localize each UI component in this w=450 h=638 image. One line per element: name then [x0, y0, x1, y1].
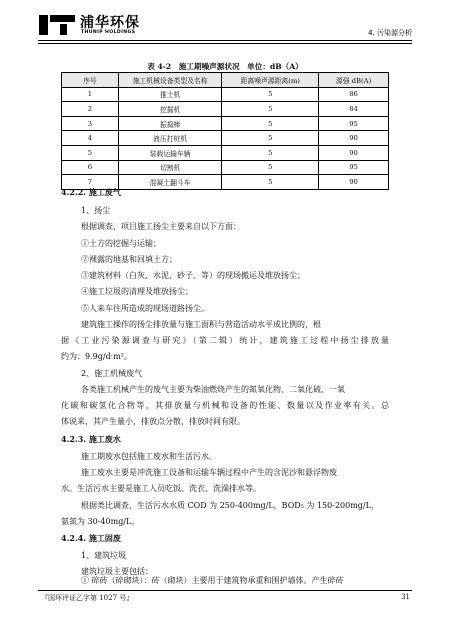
table-cell: 84: [319, 102, 389, 117]
paragraph-line: 根据调查，项目施工扬尘主要来自以下方面：: [81, 222, 241, 231]
table-row: [62, 131, 389, 146]
paragraph-line: 建筑施工操作的扬尘排放量与施工面积与营造活动水平成比例的，根: [81, 320, 321, 329]
table-cell: 混凝土翻斗车: [118, 175, 222, 190]
paragraph-line: 体说来，其产生量小，排放点分散，排放时间有限。: [61, 417, 245, 426]
table-cell: 振捣棒: [118, 116, 222, 131]
table-row: [62, 145, 389, 160]
table-cell: 5: [222, 87, 319, 102]
table-row: [62, 87, 389, 102]
section-heading-4-2-2: 4.2.2. 施工废气: [61, 187, 121, 197]
paragraph-line: ① 碎砖（碎砌块）：砖（砌块）主要用于建筑物承重和围护墙体。产生碎砖: [81, 576, 344, 585]
header-cell: 距离噪声源距离(m): [222, 73, 319, 88]
paragraph-line: 化碳和碳氢化合物等，其排放量与机械和设备的性能、数量以及作业率有关。总: [61, 401, 389, 410]
table-cell: 5: [222, 131, 319, 146]
table-cell: 7: [62, 175, 119, 190]
table-cell: 2: [62, 102, 119, 117]
table-cell: 3: [62, 116, 119, 131]
header-cell: 源强 dB(A): [319, 73, 389, 88]
list-item: ④施工垃圾的清理及堆放扬尘；: [81, 287, 193, 296]
header-cell: 施工机械设备类型及名称: [118, 73, 222, 88]
footer-rule: [38, 590, 412, 591]
list-item: ①土方的挖掘与运输；: [81, 239, 161, 248]
header-rule: [38, 40, 412, 41]
paragraph-line: 约为：9.9g/d·m²。: [61, 352, 132, 361]
table-cell: 液压打桩机: [118, 131, 222, 146]
table-cell: 装载运输车辆: [118, 145, 222, 160]
paragraph-line: 施工期废水包括施工废水和生活污水。: [81, 452, 217, 461]
table-cell: 1: [62, 87, 119, 102]
table-cell: 5: [222, 116, 319, 131]
table-cell: 5: [222, 175, 319, 190]
noise-source-table: [61, 72, 389, 190]
header-cell: 序号: [62, 73, 119, 88]
page-number: 31: [401, 593, 410, 601]
table-cell: 5: [222, 145, 319, 160]
list-item: ②裸露的地基和回填土方；: [81, 255, 177, 264]
table-row: [62, 160, 389, 175]
paragraph-line: 建筑垃圾主要包括：: [81, 567, 153, 576]
paragraph-line: 水。生活污水主要是施工人员吃饭、洗衣、洗澡排水等。: [61, 484, 261, 493]
table-cell: 95: [319, 116, 389, 131]
table-row: [62, 116, 389, 131]
header-section-title: 4. 污染源分析: [368, 29, 412, 37]
list-item: ⑤人来车往所造成的现场道路扬尘。: [81, 304, 209, 313]
table-cell: 切割机: [118, 160, 222, 175]
table-cell: 5: [62, 145, 119, 160]
table-cell: 90: [319, 131, 389, 146]
paragraph-line: 根据类比调查，生活污水水质 COD 为 250-400mg/L，BOD₅ 为 150-200mg/L，: [81, 501, 379, 510]
logo-english-name: THUNIP HOLDINGS: [81, 30, 136, 35]
table-cell: 挖掘机: [118, 102, 222, 117]
list-item: ③建筑材料（白灰、水泥、砂子、等）的现场搬运及堆放扬尘；: [81, 271, 305, 280]
table-cell: 5: [222, 160, 319, 175]
paragraph-line: 据《工业污染源调查与研究》（第二辑）统计，建筑施工过程中扬尘排放量: [61, 336, 389, 345]
table-cell: 90: [319, 175, 389, 190]
table-cell: 6: [62, 160, 119, 175]
footer-certificate: 『国环评证乙字第 1027 号』: [41, 594, 134, 602]
subheading-construction-waste: 1、建筑垃圾: [81, 551, 127, 560]
logo-chinese-name: 浦华环保: [80, 15, 140, 31]
section-heading-4-2-3: 4.2.3. 施工废水: [61, 434, 121, 444]
paragraph-line: 各类施工机械产生的废气主要为柴油燃烧产生的氮氧化物、二氧化硫、一氧: [81, 385, 345, 394]
table-cell: 推土机: [118, 87, 222, 102]
thunip-logo-icon: [38, 14, 76, 36]
table-cell: 86: [319, 87, 389, 102]
table-row: [62, 102, 389, 117]
table-cell: 90: [319, 145, 389, 160]
paragraph-line: 施工废水主要是冲洗施工设备和运输车辆过程中产生的含泥沙和悬浮物废: [81, 468, 337, 477]
table-cell: 4: [62, 131, 119, 146]
table-header-row: [62, 73, 389, 88]
header-rule-thin: [38, 43, 412, 44]
paragraph-line: 氨氮为 30-40mg/L。: [61, 517, 140, 526]
table-cell: 5: [222, 102, 319, 117]
table-caption: 表 4-2 施工期噪声源状况 单位：dB（A）: [147, 62, 303, 71]
table-cell: 95: [319, 160, 389, 175]
subheading-machinery-exhaust: 2、施工机械废气: [81, 369, 143, 378]
section-heading-4-2-4: 4.2.4. 施工固废: [61, 533, 121, 543]
subheading-dust: 1、扬尘: [81, 206, 111, 215]
